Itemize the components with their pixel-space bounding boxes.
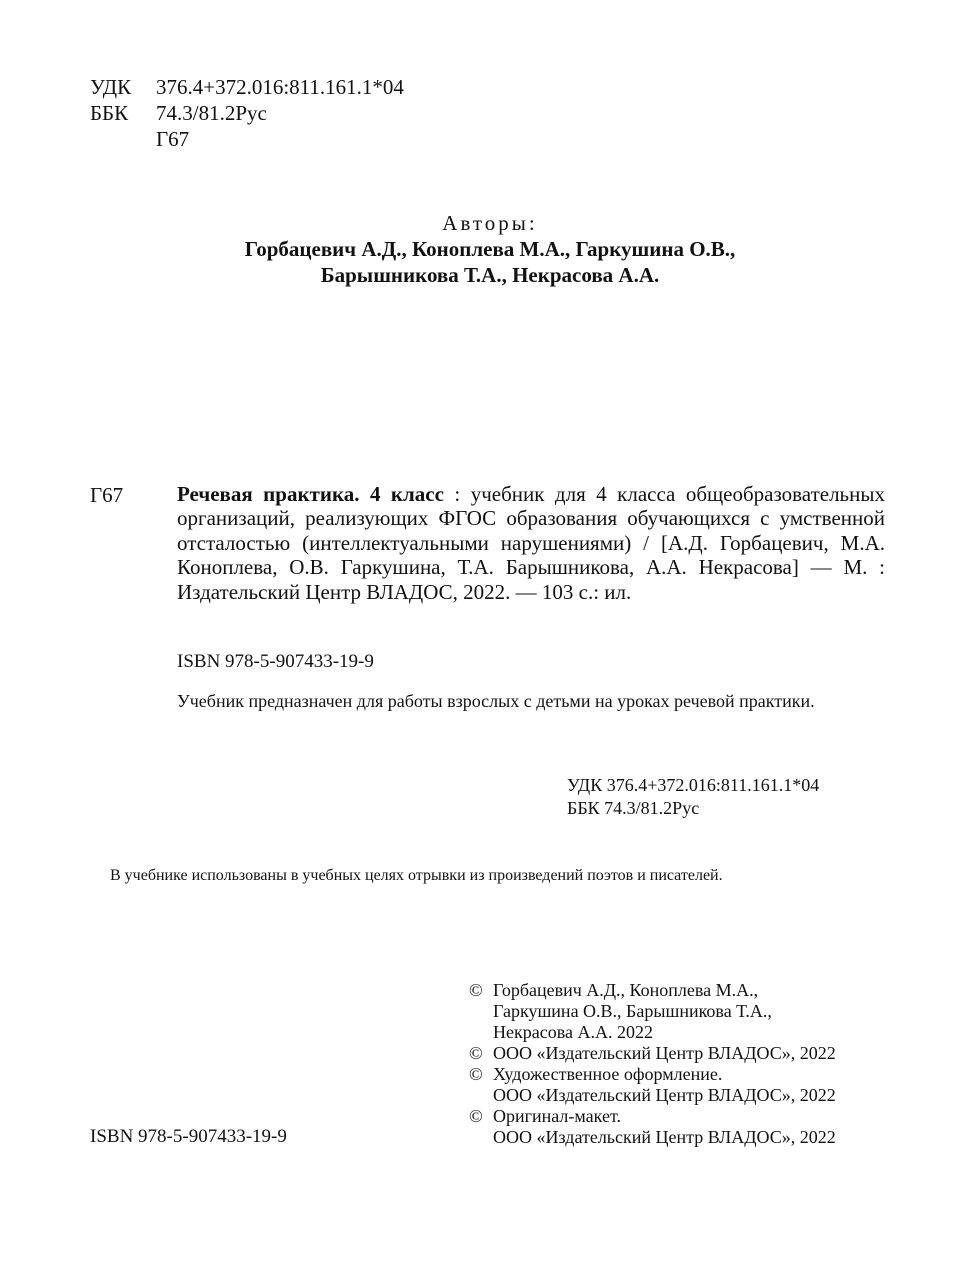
author-sign: Г67 bbox=[156, 127, 190, 151]
usage-note: В учебнике использованы в учебных целях отрывки из произведений поэтов и писателей. bbox=[110, 867, 723, 884]
authors-line-1: Горбацевич А.Д., Коноплева М.А., Гаркушина О.В., bbox=[244, 237, 736, 261]
copyright-icon: © bbox=[469, 1043, 483, 1063]
copyright-item-layout bbox=[469, 1106, 889, 1148]
copyright-icon: © bbox=[469, 1106, 483, 1126]
udk-label: УДК bbox=[90, 75, 132, 99]
bibliography-code: Г67 bbox=[90, 483, 124, 507]
authors-block bbox=[150, 210, 830, 288]
copyright-item-authors bbox=[469, 980, 889, 1043]
book-description: : учебник для 4 класса общеобразовательных организаций, реализующих ФГОС образования обучающихся с умственной отсталостью (интеллектуальными нарушениями) / [А.Д. Горбацевич, М.А. Коноплева, О.В. Гаркушина, Т.А. Барышникова, А.А. Некрасова] — М. : Издательский Центр ВЛАДОС, 2022. — 103 с.: ил. bbox=[177, 482, 885, 604]
udk-right: УДК 376.4+372.016:811.161.1*04 bbox=[567, 775, 820, 795]
copyright-art-line-2: ООО «Издательский Центр ВЛАДОС», 2022 bbox=[493, 1085, 836, 1105]
bbk-value: 74.3/81.2Рус bbox=[156, 101, 267, 125]
authors-line-2: Барышникова Т.А., Некрасова А.А. bbox=[320, 263, 660, 287]
isbn-in-description: ISBN 978-5-907433-19-9 bbox=[177, 651, 374, 672]
copyright-publisher: ООО «Издательский Центр ВЛАДОС», 2022 bbox=[493, 1043, 836, 1063]
copyright-authors-line-2: Гаркушина О.В., Барышникова Т.А., bbox=[493, 1001, 772, 1021]
classification-codes-top bbox=[90, 74, 404, 152]
copyright-block bbox=[469, 980, 889, 1148]
copyright-authors-line-1: Горбацевич А.Д., Коноплева М.А., bbox=[493, 980, 759, 1000]
copyright-icon: © bbox=[469, 980, 483, 1000]
udk-value: 376.4+372.016:811.161.1*04 bbox=[156, 75, 404, 99]
annotation: Учебник предназначен для работы взрослых с детьми на уроках речевой практики. bbox=[177, 691, 815, 711]
copyright-item-publisher bbox=[469, 1043, 889, 1064]
isbn-bottom: ISBN 978-5-907433-19-9 bbox=[90, 1126, 287, 1147]
copyright-item-art bbox=[469, 1064, 889, 1106]
copyright-icon: © bbox=[469, 1064, 483, 1084]
classification-codes-right bbox=[567, 774, 819, 820]
copyright-authors-line-3: Некрасова А.А. 2022 bbox=[493, 1022, 653, 1042]
book-title: Речевая практика. 4 класс bbox=[177, 482, 444, 506]
copyright-layout-line-2: ООО «Издательский Центр ВЛАДОС», 2022 bbox=[493, 1127, 836, 1147]
copyright-art-line-1: Художественное оформление. bbox=[493, 1064, 723, 1084]
bbk-label: ББК bbox=[90, 101, 129, 125]
bbk-right: ББК 74.3/81.2Рус bbox=[567, 798, 700, 818]
copyright-layout-line-1: Оригинал-макет. bbox=[493, 1106, 621, 1126]
bibliographic-description bbox=[177, 482, 885, 604]
bbk-row bbox=[90, 100, 404, 126]
authors-caption: Авторы: bbox=[442, 211, 538, 235]
udk-row bbox=[90, 74, 404, 100]
